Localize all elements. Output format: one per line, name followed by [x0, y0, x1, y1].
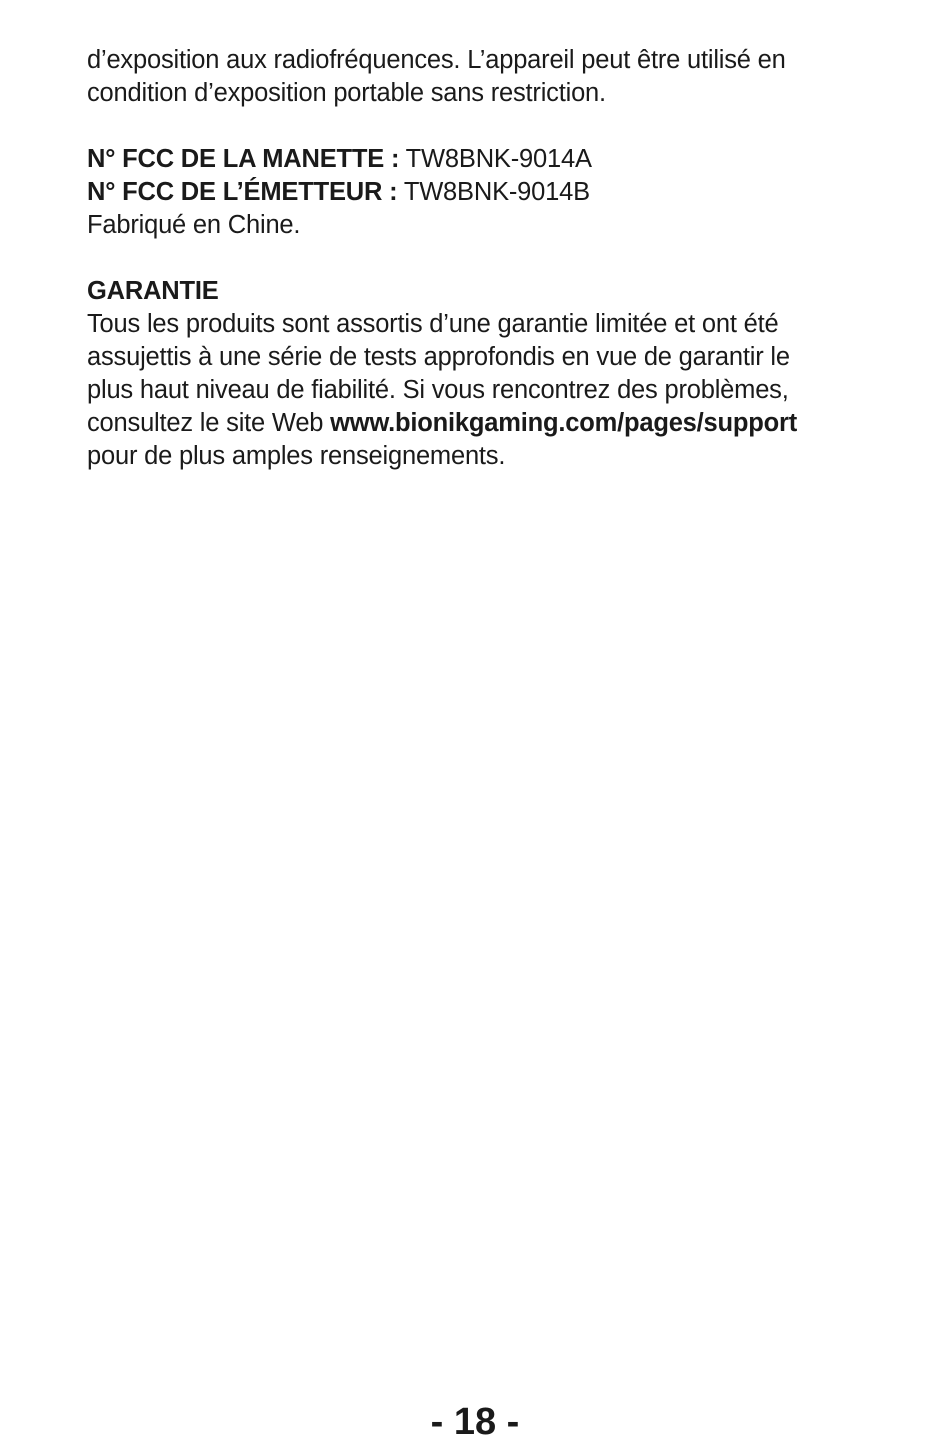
warranty-line-2: assujettis à une série de tests approfondis en vue de garantir le: [87, 343, 790, 371]
fcc-section: [87, 143, 887, 242]
document-body: [87, 44, 887, 473]
warranty-line-4: [87, 407, 887, 440]
fcc-controller-label: N° FCC DE LA MANETTE :: [87, 145, 400, 173]
page-number: - 18 -: [430, 1401, 520, 1443]
fcc-transmitter-label: N° FCC DE L’ÉMETTEUR :: [87, 178, 398, 206]
warranty-paragraph: [87, 308, 887, 473]
fcc-controller-line: [87, 143, 887, 176]
fcc-controller-value: TW8BNK-9014A: [399, 145, 592, 173]
warranty-line-1: Tous les produits sont assortis d’une garantie limitée et ont été: [87, 310, 779, 338]
spacer: [87, 110, 887, 143]
fcc-transmitter-value: TW8BNK-9014B: [397, 178, 590, 206]
made-in-text: Fabriqué en Chine.: [87, 211, 301, 239]
warranty-line-5: pour de plus amples renseignements.: [87, 442, 506, 470]
warranty-line-3: plus haut niveau de fiabilité. Si vous rencontrez des problèmes,: [87, 376, 789, 404]
intro-line-1: d’exposition aux radiofréquences. L’appareil peut être utilisé en: [87, 46, 786, 74]
intro-line-2: condition d’exposition portable sans restriction.: [87, 79, 606, 107]
warranty-heading: GARANTIE: [87, 277, 219, 305]
spacer: [87, 242, 887, 275]
support-link[interactable]: www.bionikgaming.com/pages/support: [330, 409, 798, 437]
warranty-line-4-prefix: consultez le site Web: [87, 409, 331, 437]
intro-paragraph: [87, 44, 887, 110]
fcc-transmitter-line: [87, 176, 887, 209]
